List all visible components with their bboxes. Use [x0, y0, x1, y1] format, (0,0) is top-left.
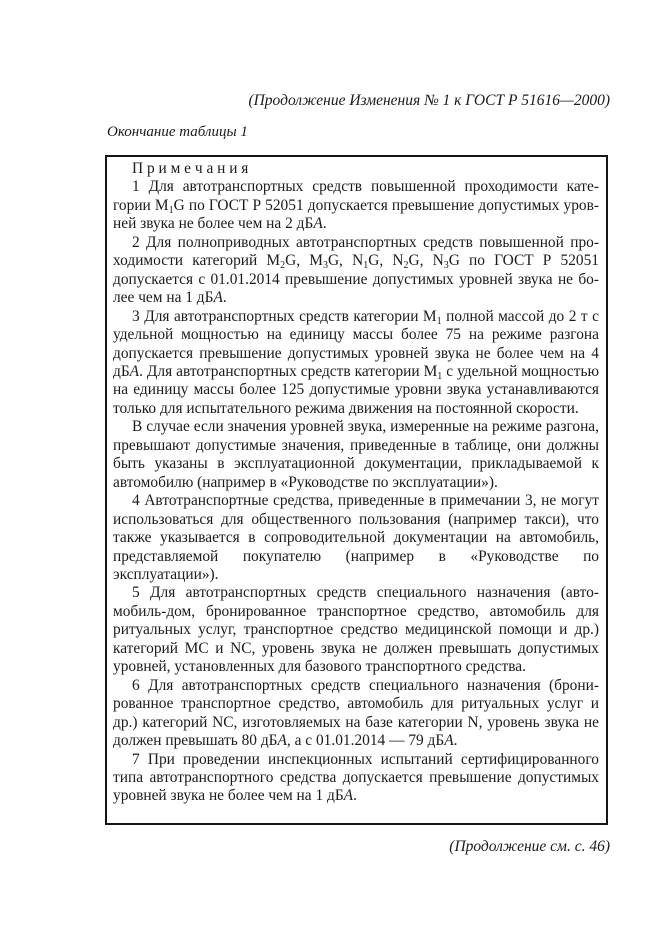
header-continuation-note: (Продолжение Изменения № 1 к ГОСТ Р 51616—2000) — [248, 92, 610, 109]
notes-paragraphs — [113, 178, 599, 805]
note-paragraph: 3 Для автотранспортных средств категории $M_1$ полной массой до 2 т с удельной мощностью на единицу массы более 75 на режиме разгона допускается превышение допустимых уровней звука не более чем на 4 дБА. Для автотранспортных средств категории $M_1$ с удельной мощностью на единицу массы более 125 допустимые уровни звука устанавливаются только для испытательного режима движения на постоянной скорости. — [113, 307, 599, 417]
table-caption: Окончание таблицы 1 — [107, 124, 248, 140]
note-paragraph: 6 Для автотранспортных средств специального назначения (бронированное транспортное средство, автомобиль для ритуальных услуг и др.) категорий NC, изготовляемых на базе категории N, уровень звука не должен превышать 80 дБА, а с 01.01.2014 — 79 дБА. — [113, 676, 599, 750]
note-paragraph: 7 При проведении инспекционных испытаний сертифицированного типа автотранспортного средства допускается превышение допустимых уровней звука не более чем на 1 дБА. — [113, 750, 599, 805]
note-paragraph: 4 Автотранспортные средства, приведенные в примечании 3, не могут использоваться для общественного пользования (например такси), что также указывается в сопроводительной документации на автомобиль, представляемой покупателю (например в «Руководстве по эксплуатации»). — [113, 492, 599, 583]
note-paragraph: 1 Для автотранспортных средств повышенной проходимости категории $M_1G$ по ГОСТ Р 52051 допускается превышение допустимых уровней звука не более чем на 2 дБА. — [113, 178, 600, 233]
footer-continuation-note: (Продолжение см. с. 46) — [449, 838, 610, 855]
notes-heading: П р и м е ч а н и я — [132, 160, 249, 177]
notes-box — [105, 155, 608, 825]
note-paragraph: 5 Для автотранспортных средств специального назначения (автомобиль-дом, бронированное транспортное средство, автомобиль для ритуальных услуг, транспортное средство медицинской помощи и др.) категорий МС и NC, уровень звука не должен превышать допустимых уровней, установленных для базового транспортного средства. — [113, 584, 599, 676]
note-paragraph: В случае если значения уровней звука, измеренные на режиме разгона, превышают допустимые значения, приведенные в таблице, они должны быть указаны в эксплуатационной документации, прикладываемой к автомобилю (например в «Руководстве по эксплуатации»). — [113, 418, 599, 491]
note-paragraph: 2 Для полноприводных автотранспортных средств повышенной проходимости категорий $M_2G$, $M_3G$, $N_1G$, $N_2G$, $N_3G$ по ГОСТ Р 52051 допускается с 01.01.2014 превышение допустимых уровней звука не более чем на 1 дБА. — [113, 233, 599, 307]
